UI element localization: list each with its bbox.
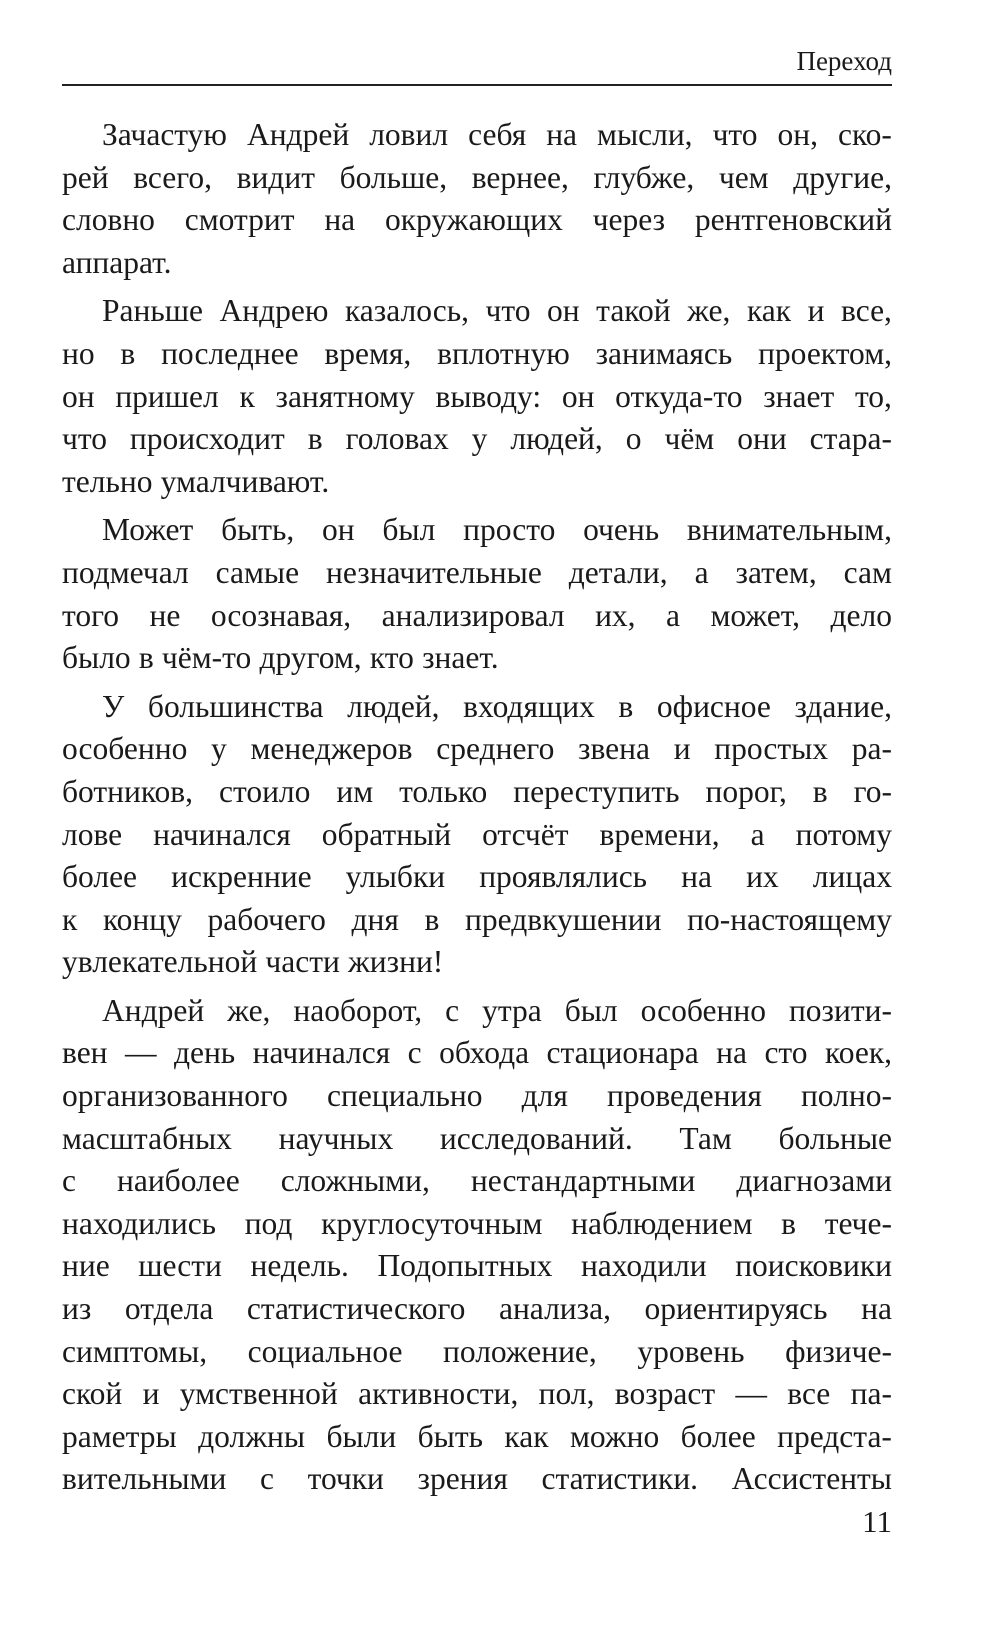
word: не [149, 597, 181, 633]
word: на [324, 202, 356, 238]
word: в [307, 421, 323, 457]
text-line [62, 771, 892, 814]
word: статистического [246, 1291, 466, 1327]
text-line [62, 1118, 892, 1161]
word: наоборот, [293, 992, 423, 1028]
word: статистики. [541, 1461, 699, 1497]
word: аппарат. [62, 244, 172, 280]
word: потому [795, 816, 892, 852]
word: звена [578, 731, 650, 767]
text-line [62, 114, 892, 157]
word: с [260, 1461, 274, 1497]
text-line [62, 290, 892, 333]
word: рей [62, 159, 109, 195]
word: на [546, 117, 578, 152]
word: зрения [417, 1461, 508, 1497]
word: же, [227, 992, 271, 1028]
word: было [62, 640, 131, 676]
word: времени, [599, 816, 720, 852]
word: и [673, 731, 691, 767]
word: самые [215, 554, 300, 590]
word: — [124, 1035, 157, 1071]
word: людей, [510, 421, 603, 457]
word: занимаясь [595, 335, 733, 371]
word: с [407, 1035, 422, 1071]
word: быть, [221, 512, 295, 548]
word: себя [468, 117, 527, 152]
word: того [62, 597, 119, 633]
text-line [62, 686, 892, 729]
word: он [322, 512, 355, 548]
word: вплотную [437, 335, 570, 371]
word: в [138, 640, 154, 676]
word: на [861, 1291, 892, 1327]
word: другие, [793, 159, 892, 195]
word: глубже, [593, 159, 695, 195]
text-line [62, 1245, 892, 1288]
paragraph [62, 114, 892, 284]
paragraph [62, 509, 892, 679]
word: утра [482, 992, 542, 1028]
word: быть [417, 1418, 483, 1454]
word: происходит [129, 421, 285, 457]
word: подмечал [62, 554, 189, 590]
word: занятному [275, 378, 415, 414]
word: умалчивают. [160, 463, 330, 499]
text-line [62, 1373, 892, 1416]
text-line [62, 157, 892, 200]
word: предста- [777, 1418, 892, 1454]
word: умственной [179, 1376, 338, 1412]
word: искренние [171, 859, 312, 895]
word: наблюдением [571, 1205, 753, 1241]
word: словно [62, 202, 155, 238]
word: уровень [637, 1333, 745, 1369]
word: к [62, 901, 78, 937]
word: детали, [568, 554, 668, 590]
word: Раньше [102, 293, 203, 329]
word: очень [583, 512, 660, 548]
word: У [102, 688, 125, 724]
word: дело [830, 597, 892, 633]
text-line [62, 418, 892, 461]
word: возраст [614, 1376, 716, 1412]
word: офисное [656, 688, 771, 724]
word: как [504, 1418, 549, 1454]
word: простых [714, 731, 829, 767]
word: а [694, 554, 709, 590]
word: стоило [218, 773, 311, 809]
text-line [62, 814, 892, 857]
word: сто [764, 1035, 808, 1071]
word: из [62, 1291, 92, 1327]
text-line [62, 509, 892, 552]
word: ской [62, 1376, 123, 1412]
word: социальное [247, 1333, 403, 1369]
word: затем, [735, 554, 817, 590]
word: чём-то [161, 640, 252, 676]
word: и [142, 1376, 160, 1412]
word: обхода [439, 1035, 530, 1071]
word: по-настоящему [687, 901, 892, 937]
word: находились [62, 1205, 217, 1241]
word: улыбки [345, 859, 446, 895]
word: внимательным, [686, 512, 892, 548]
text-line [62, 461, 892, 504]
word: активности, [358, 1376, 519, 1412]
word: наиболее [116, 1163, 240, 1199]
word: предвкушении [465, 901, 662, 937]
word: более [62, 859, 138, 895]
text-line [62, 552, 892, 595]
word: переступить [513, 773, 680, 809]
word: диагнозами [736, 1163, 892, 1199]
word: особенно [640, 992, 766, 1028]
word: входящих [463, 688, 595, 724]
word: отдела [124, 1291, 214, 1327]
text-line [62, 1331, 892, 1374]
text-line [62, 1458, 892, 1501]
word: полно- [800, 1078, 892, 1114]
word: осознавая, [210, 597, 352, 633]
word: с [62, 1163, 76, 1199]
word: Андрей [102, 992, 205, 1028]
word: — [735, 1376, 767, 1412]
text-line [62, 242, 892, 285]
word: дня [351, 901, 399, 937]
word: поисковики [735, 1248, 892, 1284]
word: Подопытных [377, 1248, 553, 1284]
word: время, [324, 335, 412, 371]
word: пол, [538, 1376, 595, 1412]
word: но [62, 335, 95, 371]
word: незначительные [326, 554, 542, 590]
word: как [746, 293, 792, 329]
word: сложными, [280, 1163, 430, 1199]
word: ние [62, 1248, 110, 1284]
word: увлекательной [62, 944, 258, 980]
word: мысли, [597, 117, 693, 152]
word: начинался [252, 1035, 391, 1071]
word: Андрей [246, 117, 350, 152]
text-line [62, 856, 892, 899]
text-line [62, 728, 892, 771]
word: в [120, 335, 136, 371]
word: он [547, 293, 580, 329]
word: их [746, 859, 779, 895]
text-line [62, 595, 892, 638]
word: физиче- [785, 1333, 892, 1369]
word: симптомы, [62, 1333, 208, 1369]
text-line [62, 637, 892, 680]
word: научных [278, 1120, 394, 1156]
word: вен [62, 1035, 108, 1071]
word: жизни! [348, 944, 444, 980]
word: коек, [825, 1035, 892, 1071]
word: он [561, 378, 595, 414]
paragraph [62, 290, 892, 503]
word: лицах [812, 859, 892, 895]
word: ра- [851, 731, 892, 767]
page-body [62, 114, 892, 1501]
word: положение, [443, 1333, 597, 1369]
word: же, [687, 293, 731, 329]
word: Зачастую [102, 117, 227, 152]
word: последнее [161, 335, 299, 371]
word: концу [102, 901, 182, 937]
word: вернее, [471, 159, 569, 195]
word: казалось, [344, 293, 469, 329]
word: откуда-то [615, 378, 743, 414]
word: должны [198, 1418, 306, 1454]
word: начинался [153, 816, 291, 852]
word: точки [307, 1461, 384, 1497]
running-head-title: Переход [796, 46, 892, 76]
word: па- [850, 1376, 892, 1412]
word: ботников, [62, 773, 194, 809]
word: организованного [62, 1078, 288, 1114]
word: всего, [133, 159, 212, 195]
word: он, [777, 117, 818, 152]
word: их, [595, 597, 636, 633]
word: к [239, 378, 255, 414]
text-line [62, 376, 892, 419]
text-line [62, 1203, 892, 1246]
text-line [62, 1032, 892, 1075]
word: и [807, 293, 825, 329]
word: головах [345, 421, 449, 457]
word: проектом, [758, 335, 892, 371]
word: ловил [369, 117, 449, 152]
word: он [62, 378, 95, 414]
text-line [62, 1416, 892, 1459]
text-line [62, 990, 892, 1033]
word: им [336, 773, 374, 809]
word: круглосуточным [321, 1205, 543, 1241]
word: особенно [62, 731, 188, 767]
word: все, [841, 293, 892, 329]
word: у [211, 731, 227, 767]
word: то, [854, 378, 892, 414]
word: на [681, 859, 712, 895]
word: были [326, 1418, 397, 1454]
word: порог, [705, 773, 787, 809]
word: в [812, 773, 828, 809]
word: а [750, 816, 765, 852]
paragraph [62, 686, 892, 984]
word: такой [596, 293, 671, 329]
word: Андрею [219, 293, 329, 329]
word: что [62, 421, 107, 457]
word: знает. [422, 640, 499, 676]
word: был [382, 512, 436, 548]
word: части [265, 944, 340, 980]
word: сам [843, 554, 892, 590]
text-line [62, 1075, 892, 1118]
text-line [62, 1160, 892, 1203]
word: кто [369, 640, 414, 676]
word: го- [853, 773, 892, 809]
page-number: 11 [862, 1504, 892, 1539]
word: анализа, [498, 1291, 611, 1327]
word: рентгеновский [694, 202, 892, 238]
word: просто [463, 512, 556, 548]
word: раметры [62, 1418, 177, 1454]
word: видит [236, 159, 315, 195]
word: вительными [62, 1461, 227, 1497]
word: рабочего [207, 901, 326, 937]
word: исследований. [439, 1120, 633, 1156]
paragraph [62, 990, 892, 1501]
word: позити- [788, 992, 892, 1028]
word: проявлялись [479, 859, 648, 895]
word: отсчёт [482, 816, 569, 852]
word: все [787, 1376, 831, 1412]
word: больные [778, 1120, 892, 1156]
word: что [712, 117, 758, 152]
word: обратный [321, 816, 452, 852]
word: с [445, 992, 460, 1028]
word: нестандартными [470, 1163, 696, 1199]
word: тельно [62, 463, 153, 499]
word: шести [138, 1248, 222, 1284]
word: о [625, 421, 642, 457]
text-line [62, 199, 892, 242]
word: Там [679, 1120, 732, 1156]
text-line [62, 941, 892, 984]
word: в [781, 1205, 797, 1241]
word: у [471, 421, 488, 457]
word: стационара [546, 1035, 699, 1071]
word: только [399, 773, 488, 809]
word: недель. [250, 1248, 349, 1284]
word: может, [710, 597, 801, 633]
word: другом, [259, 640, 362, 676]
word: менеджеров [250, 731, 413, 767]
word: больше, [339, 159, 448, 195]
word: ско- [838, 117, 892, 152]
word: что [485, 293, 531, 329]
word: был [564, 992, 618, 1028]
word: проведения [607, 1078, 762, 1114]
word: на [716, 1035, 747, 1071]
word: выводу: [435, 378, 542, 414]
word: знает [763, 378, 835, 414]
word: в [424, 901, 440, 937]
text-line [62, 333, 892, 376]
word: большинства [147, 688, 324, 724]
word: Может [102, 512, 194, 548]
text-line [62, 899, 892, 942]
word: чём [664, 421, 715, 457]
word: можно [569, 1418, 660, 1454]
word: под [244, 1205, 293, 1241]
word: находили [580, 1248, 707, 1284]
word: смотрит [184, 202, 295, 238]
word: день [173, 1035, 236, 1071]
word: среднего [436, 731, 555, 767]
word: более [680, 1418, 756, 1454]
word: людей, [347, 688, 440, 724]
word: анализировал [381, 597, 565, 633]
word: окружающих [384, 202, 563, 238]
word: через [592, 202, 666, 238]
word: здание, [794, 688, 892, 724]
word: для [521, 1078, 568, 1114]
text-line [62, 1288, 892, 1331]
word: масштабных [62, 1120, 232, 1156]
word: Ассистенты [731, 1461, 892, 1497]
word: тече- [824, 1205, 892, 1241]
word: чем [718, 159, 769, 195]
word: пришел [115, 378, 219, 414]
word: в [618, 688, 634, 724]
word: а [666, 597, 681, 633]
running-head [62, 44, 892, 86]
word: лове [62, 816, 123, 852]
word: стара- [809, 421, 892, 457]
word: специально [327, 1078, 483, 1114]
word: ориентируясь [644, 1291, 828, 1327]
word: они [737, 421, 787, 457]
